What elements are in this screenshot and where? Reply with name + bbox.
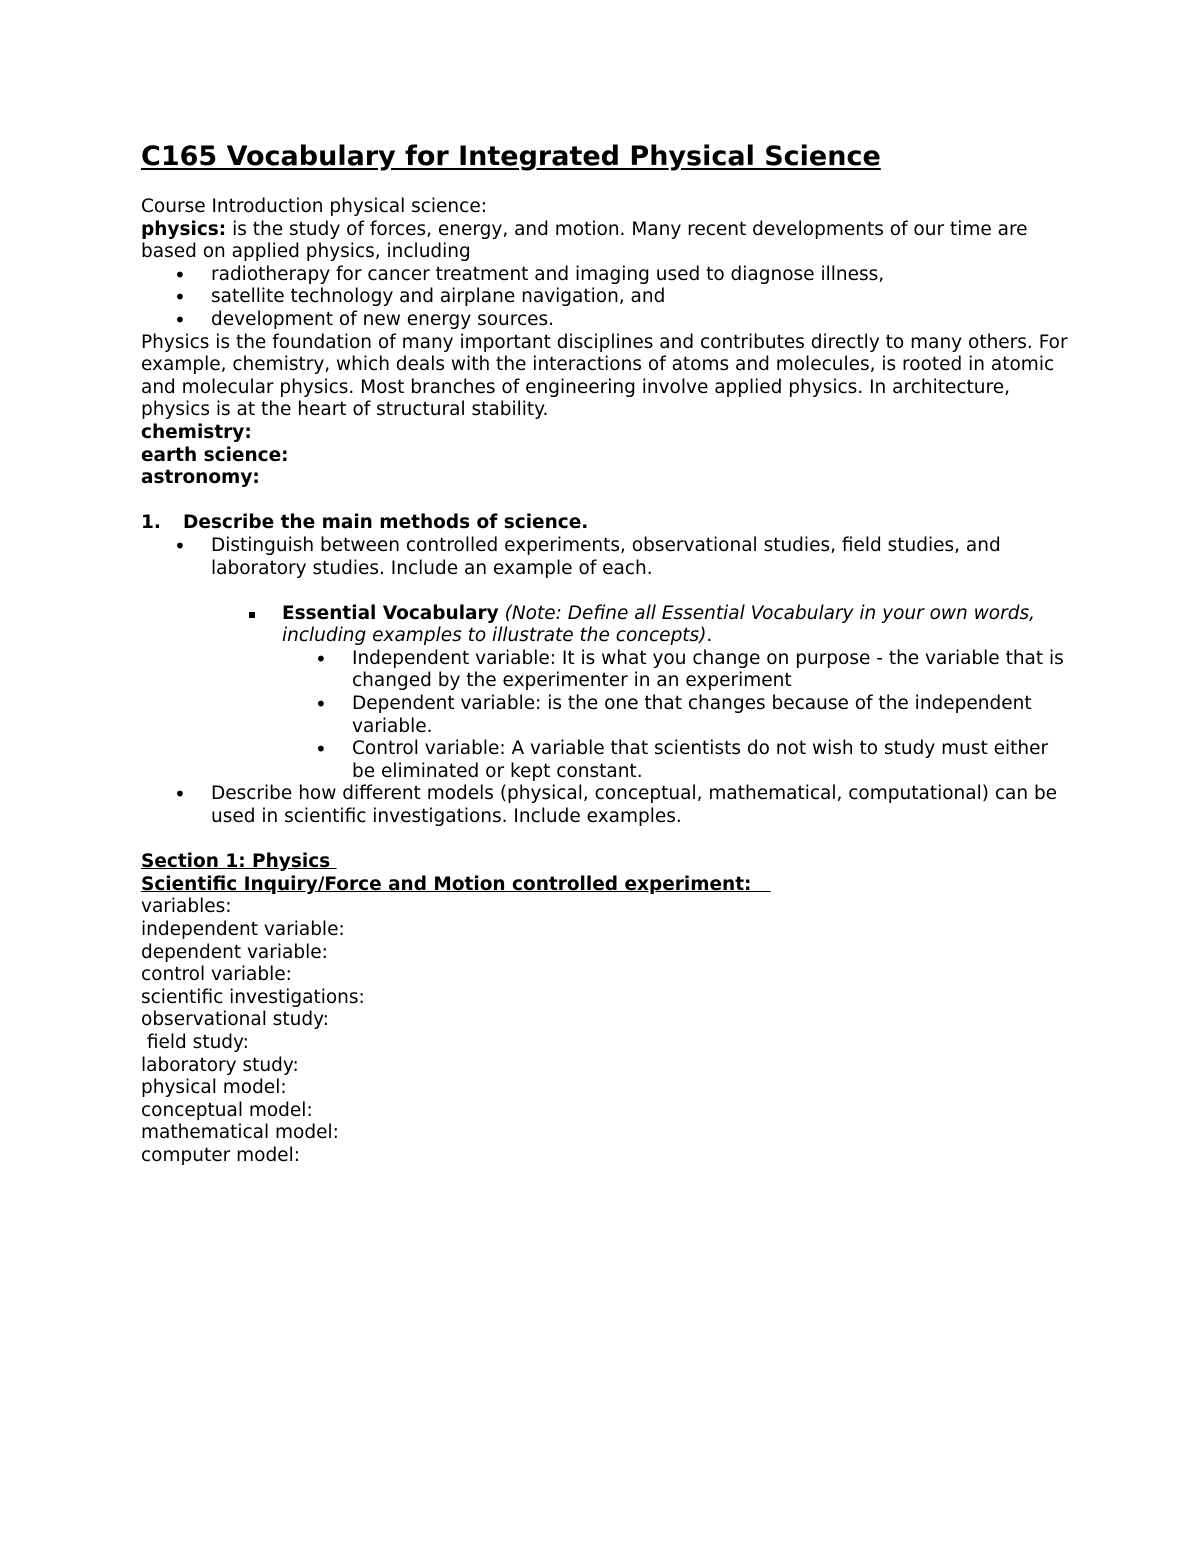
section-term: physical model:: [141, 1077, 287, 1099]
term-astronomy: astronomy:: [141, 467, 260, 489]
section-term: control variable:: [141, 964, 292, 986]
section-term: computer model:: [141, 1144, 300, 1166]
section-term: independent variable:: [141, 919, 345, 940]
vocab-list: [141, 648, 1071, 784]
intro-heading: Course Introduction physical science:: [141, 196, 487, 217]
spacer: [141, 490, 1071, 513]
section-term: conceptual model:: [141, 1099, 313, 1121]
term-earth-science: earth science:: [141, 444, 289, 466]
spacer: [141, 829, 1071, 852]
term-chemistry: chemistry:: [141, 421, 252, 443]
document-body: [141, 196, 1071, 1168]
list-item: • development of new energy sources.: [141, 309, 1071, 332]
section-subheading: Scientific Inquiry/Force and Motion controlled experiment:: [141, 873, 771, 895]
section-term: observational study:: [141, 1009, 329, 1031]
section-term: dependent variable:: [141, 941, 328, 963]
section-term: field study:: [141, 1031, 249, 1053]
section-term: mathematical model:: [141, 1122, 339, 1144]
list-item: • Control variable: A variable that scientists do not wish to study must either be eliminated or kept constant.: [141, 738, 1071, 783]
physics-definition: [141, 219, 1071, 264]
essential-vocabulary-label: Essential Vocabulary: [282, 602, 499, 624]
section-heading: Section 1: Physics: [141, 851, 337, 873]
list-item: • Independent variable: It is what you change on purpose - the variable that is changed by the experimenter in an experiment: [141, 648, 1071, 693]
objective-list-2: [141, 783, 1071, 828]
physics-paragraph: Physics is the foundation of many important disciplines and contributes directly to many others. For example, chemistry, which deals with the interactions of atoms and molecules, is rooted in atomic and molecular physics. Most branches of engineering involve applied physics. In architecture, physics is at the heart of structural stability.: [141, 331, 1068, 421]
essential-vocabulary-period: .: [706, 625, 713, 647]
spacer: [141, 580, 1071, 603]
document-title: C165 Vocabulary for Integrated Physical Science: [141, 141, 881, 172]
essential-vocabulary-note: (Note: Define all Essential Vocabulary in your own words, including examples to illustrate the concepts): [282, 602, 1035, 647]
list-item: • Describe how different models (physical, conceptual, mathematical, computational) can be used in scientific investigations. Include examples.: [141, 783, 1071, 828]
physics-definition-text: is the study of forces, energy, and motion. Many recent developments of our time are based on applied physics, including: [141, 218, 1028, 263]
section-term: laboratory study:: [141, 1054, 299, 1076]
essential-vocabulary-item: [141, 603, 1071, 648]
objective-heading: [141, 512, 1071, 535]
list-item: • Distinguish between controlled experiments, observational studies, field studies, and laboratory studies. Include an example of each.: [141, 535, 1071, 580]
objective-heading-text: Describe the main methods of science.: [183, 512, 589, 534]
section-term: variables:: [141, 896, 232, 918]
section-term: scientific investigations:: [141, 986, 365, 1008]
applied-physics-list: [141, 264, 1071, 332]
list-item: • radiotherapy for cancer treatment and imaging used to diagnose illness,: [141, 264, 1071, 287]
objective-number: 1.: [141, 512, 161, 534]
list-item: • satellite technology and airplane navigation, and: [141, 286, 1071, 309]
physics-term: physics:: [141, 218, 227, 240]
objective-list: [141, 535, 1071, 580]
list-item: • Dependent variable: is the one that changes because of the independent variable.: [141, 693, 1071, 738]
